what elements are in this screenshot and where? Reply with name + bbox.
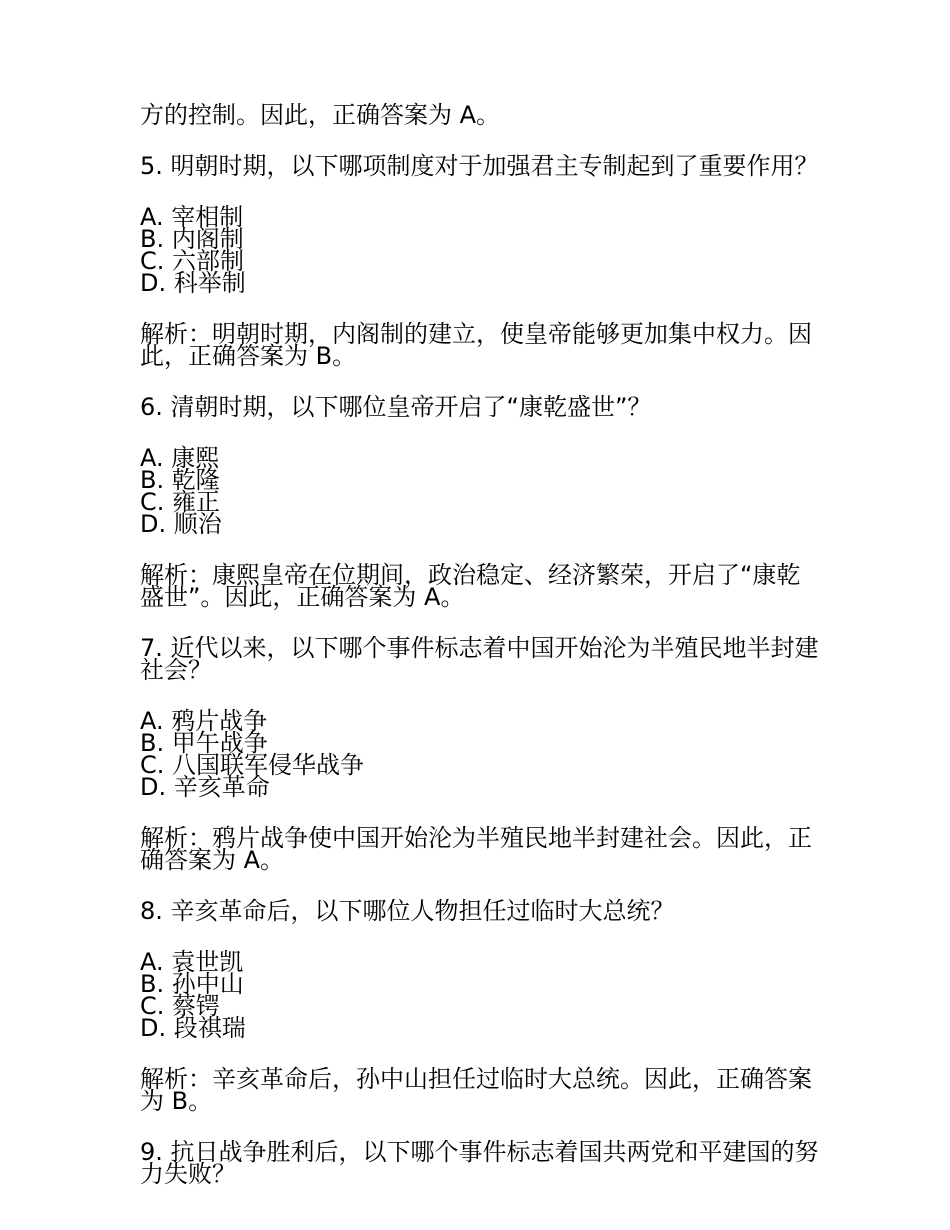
option-b: B. 甲午战争 bbox=[140, 729, 268, 757]
option-c: C. 雍正 bbox=[140, 488, 221, 516]
option-a: A. 袁世凯 bbox=[140, 948, 244, 976]
option-d: D. 科举制 bbox=[140, 269, 246, 297]
question-text: 5. 明朝时期，以下哪项制度对于加强君主专制起到了重要作用？ bbox=[140, 152, 819, 180]
option-b: B. 乾隆 bbox=[140, 466, 220, 494]
question-text: 7. 近代以来，以下哪个事件标志着中国开始沦为半殖民地半封建社会？ bbox=[140, 634, 819, 684]
question-block bbox=[140, 634, 820, 874]
document-page bbox=[140, 101, 820, 1188]
option-a: A. 鸦片战争 bbox=[140, 707, 268, 735]
option-c: C. 八国联军侵华战争 bbox=[140, 751, 365, 779]
options-list bbox=[140, 203, 820, 297]
question-block bbox=[140, 897, 820, 1115]
option-d: D. 段祺瑞 bbox=[140, 1014, 246, 1042]
explanation-text: 解析：辛亥革命后，孙中山担任过临时大总统。因此，正确答案为 B。 bbox=[140, 1065, 812, 1115]
options-list bbox=[140, 444, 820, 538]
option-d: D. 辛亥革命 bbox=[140, 773, 270, 801]
intro-text: 方的控制。因此，正确答案为 A。 bbox=[140, 101, 501, 129]
explanation-text: 解析：明朝时期，内阁制的建立，使皇帝能够更加集中权力。因此，正确答案为 B。 bbox=[140, 320, 812, 370]
question-block bbox=[140, 152, 820, 370]
question-block bbox=[140, 1138, 820, 1188]
option-b: B. 内阁制 bbox=[140, 225, 244, 253]
question-text: 8. 辛亥革命后，以下哪位人物担任过临时大总统？ bbox=[140, 897, 675, 925]
question-text: 9. 抗日战争胜利后，以下哪个事件标志着国共两党和平建国的努力失败？ bbox=[140, 1138, 819, 1188]
option-a: A. 宰相制 bbox=[140, 203, 244, 231]
question-text: 6. 清朝时期，以下哪位皇帝开启了“康乾盛世”？ bbox=[140, 393, 652, 421]
option-a: A. 康熙 bbox=[140, 444, 220, 472]
option-d: D. 顺治 bbox=[140, 510, 222, 538]
option-c: C. 蔡锷 bbox=[140, 992, 221, 1020]
options-list bbox=[140, 707, 820, 801]
question-block bbox=[140, 393, 820, 611]
option-c: C. 六部制 bbox=[140, 247, 245, 275]
option-b: B. 孙中山 bbox=[140, 970, 244, 998]
explanation-text: 解析：康熙皇帝在位期间，政治稳定、经济繁荣，开启了“康乾盛世”。因此，正确答案为 A。 bbox=[140, 561, 801, 611]
explanation-text: 解析：鸦片战争使中国开始沦为半殖民地半封建社会。因此，正确答案为 A。 bbox=[140, 824, 812, 874]
options-list bbox=[140, 948, 820, 1042]
